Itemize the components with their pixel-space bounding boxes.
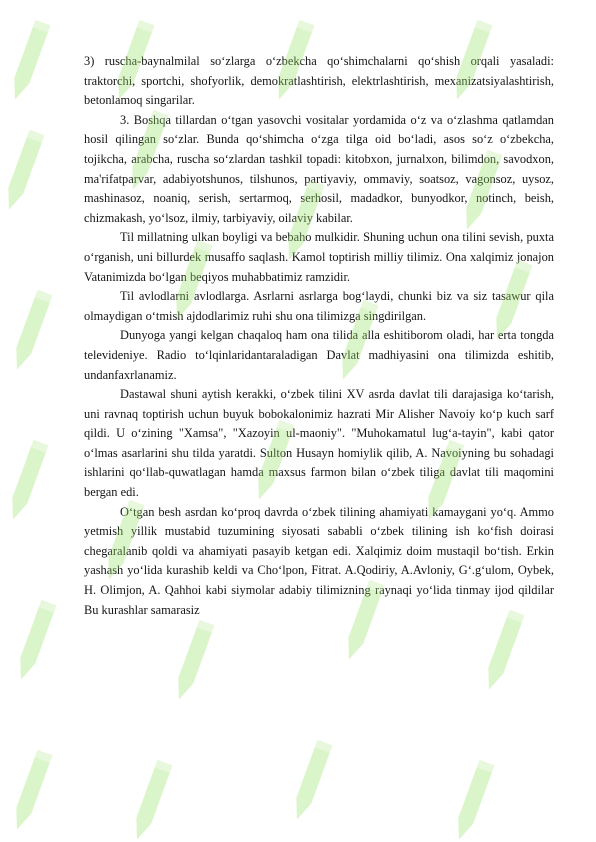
- document-body: [84, 52, 554, 620]
- pencil-watermark-icon: [5, 19, 54, 104]
- paragraph-1: 3) ruscha-baynalmilal so‘zlarga o‘zbekcha qo‘shimchalarni qo‘shish orqali yasaladi: traktorchi, sportchi, shofyorlik, demokratlashtirish, elektrlashtirish, mexanizatsiyalashtirish, betonlamoq singarilar.: [84, 54, 554, 108]
- pencil-watermark-icon: [7, 749, 56, 834]
- paragraph-6: Dastawal shuni aytish kerakki, o‘zbek tilini XV asrda davlat tili darajasiga ko‘tarish, uni ravnaq toptirish uchun buyuk bobokalonimiz hazrati Mir Alisher Navoiy ko‘p kuch sarf qildi. U o‘zining "Xamsa", "Xazoyin ul-maoniy". "Muhokamatul lug‘a-tayin", kabi qator o‘lmas asarlarini shu tilda yaratdi. Sulton Husayn homiylik qilib, A. Navoiyning bu sohadagi ishlarini qo‘llab-quwatlagan hamda maxsus farmon bilan o‘zbek tiliga davlat tili maqomini bergan edi.: [84, 387, 554, 500]
- pencil-watermark-icon: [0, 129, 47, 214]
- pencil-watermark-icon: [287, 739, 336, 824]
- pencil-watermark-icon: [7, 289, 56, 374]
- pencil-watermark-icon: [3, 439, 52, 524]
- pencil-watermark-icon: [11, 599, 60, 684]
- pencil-watermark-icon: [479, 609, 528, 694]
- pencil-watermark-icon: [169, 619, 218, 704]
- paragraph-3: Til millatning ulkan boyligi va bebaho mulkidir. Shuning uchun ona tilini sevish, puxta o‘rganish, uni billurdek musaffo saqlash. Kamol toptirish milliy tilimiz. Ona xalqimiz jonajon Vatanimizda bo‘lgan beqiyos muhabbatimiz ramzidir.: [84, 230, 554, 284]
- paragraph-7: O‘tgan besh asrdan ko‘proq davrda o‘zbek tilining ahamiyati kamaygani yo‘q. Ammo yetmish yillik mustabid tuzumining siyosati sababli o‘zbek tilining ish ko‘fish doirasi chegaralanib qoldi va ahamiyati pasayib ketgan edi. Xalqimiz doim mustaqil bo‘tish. Erkin yashash yo‘lida kurashib keldi va Cho‘lpon, Fitrat. A.Qodiriy, A.Avloniy, G‘.g‘ulom, Oybek, H. Olimjon, A. Qahhoi kabi siymolar adabiy tilimizning raynaqi yo‘lida tinmay ijod qildilar Bu kurashlar samarasiz: [84, 504, 554, 617]
- paragraph-2: 3. Boshqa tillardan o‘tgan yasovchi vositalar yordamida o‘z va o‘zlashma qatlamdan hosil qilingan so‘zlar. Bunda qo‘shimcha o‘zga tilga oid bo‘ladi, asos so‘z o‘zbekcha, tojikcha, arabcha, ruscha so‘zlardan tashkil topadi: kitobxon, jurnalxon, bilimdon, savodxon, ma'rifatparvar, adabiyotshunos, tilshunos, partiyaviy, ommaviy, soatsoz, vagonsoz, uysoz, mashinasoz, noaniq, serish, sertarmoq, serhosil, madadkor, bunyodkor, notinch, beish, chizmakash, yo‘lsoz, ilmiy, tarbiyaviy, oilaviy kabilar.: [84, 112, 554, 225]
- paragraph-4: Til avlodlarni avlodlarga. Asrlarni asrlarga bog‘laydi, chunki biz va siz tasawur qila olmaydigan o‘tmish ajdodlarimiz ruhi shu ona tilimizga singdirilgan.: [84, 289, 554, 323]
- paragraph-5: Dunyoga yangi kelgan chaqaloq ham ona tilida alla eshitiborom oladi, har erta tongda televideniye. Radio to‘lqinlaridantaraladigan Davlat madhiyasini ona tilimizda eshitib, undanfaxrlanamiz.: [84, 328, 554, 382]
- pencil-watermark-icon: [449, 759, 498, 842]
- pencil-watermark-icon: [127, 759, 176, 842]
